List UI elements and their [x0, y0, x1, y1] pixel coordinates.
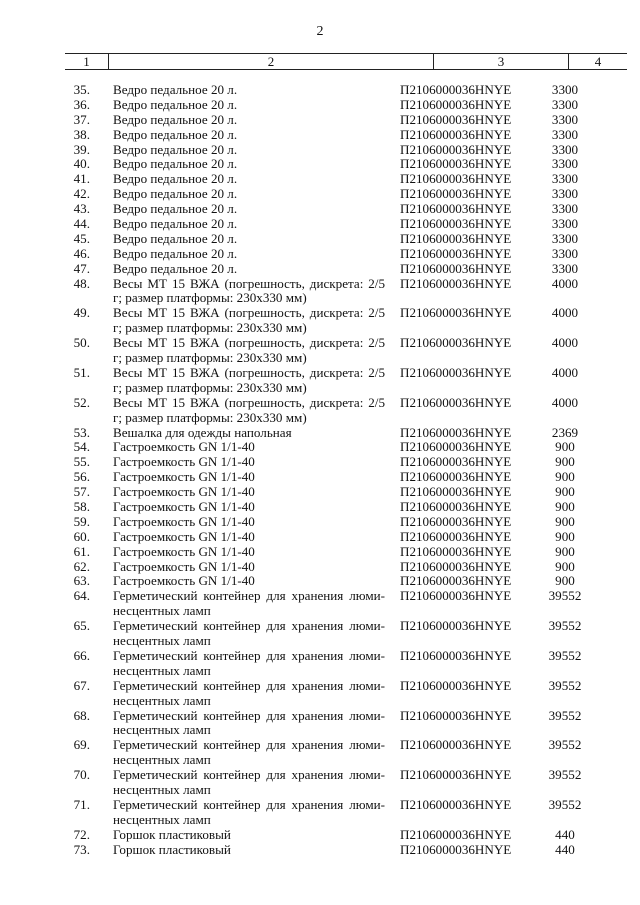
item-amount: 900: [555, 499, 575, 515]
table-row: [0, 649, 640, 679]
item-amount: 900: [555, 454, 575, 470]
item-name: Гастроемкость GN 1/1-40: [113, 469, 255, 485]
item-code: П2106000036HNYE: [400, 111, 512, 127]
item-code: П2106000036HNYE: [400, 454, 512, 470]
item-name: Весы МТ 15 ВЖА (погрешность, дискрета: 2/5 г; размер платформы: 230x330 мм): [113, 275, 385, 306]
item-amount: 39552: [548, 707, 582, 723]
item-code: П2106000036HNYE: [400, 82, 512, 97]
table-row: [0, 530, 640, 545]
item-code: П2106000036HNYE: [400, 528, 512, 544]
row-number: 45.: [73, 230, 90, 246]
item-amount: 3300: [551, 216, 579, 232]
item-name: Ведро педальное 20 л.: [113, 111, 238, 127]
item-code: П2106000036HNYE: [400, 647, 512, 663]
item-code: П2106000036HNYE: [400, 484, 512, 500]
row-number: 59.: [73, 513, 90, 529]
item-name: Гастроемкость GN 1/1-40: [113, 439, 255, 455]
item-code: П2106000036HNYE: [400, 126, 512, 142]
page-number: 2: [316, 24, 324, 39]
table-row: [0, 113, 640, 128]
table-row: [0, 426, 640, 441]
item-amount: 900: [555, 469, 575, 485]
item-code: П2106000036HNYE: [400, 573, 512, 589]
item-code: П2106000036HNYE: [400, 737, 512, 753]
item-name: Герметический контейнер для хранения люми-несцентных ламп: [113, 796, 385, 827]
item-name: Ведро педальное 20 л.: [113, 245, 238, 261]
item-amount: 39552: [548, 737, 582, 753]
item-name: Гастроемкость GN 1/1-40: [113, 558, 255, 574]
table-row: [0, 306, 640, 336]
item-code: П2106000036HNYE: [400, 96, 512, 112]
table-row: [0, 574, 640, 589]
item-name: Ведро педальное 20 л.: [113, 141, 238, 157]
row-number: 69.: [73, 737, 90, 753]
table-row: [0, 709, 640, 739]
item-amount: 3300: [551, 171, 579, 187]
item-amount: 3300: [551, 96, 579, 112]
item-name: Герметический контейнер для хранения люми-несцентных ламп: [113, 618, 385, 649]
item-name: Гастроемкость GN 1/1-40: [113, 499, 255, 515]
item-name: Горшок пластиковый: [113, 826, 231, 842]
item-amount: 39552: [548, 618, 582, 634]
item-code: П2106000036HNYE: [400, 677, 512, 693]
item-name: Герметический контейнер для хранения люми-несцентных ламп: [113, 677, 385, 708]
item-code: П2106000036HNYE: [400, 186, 512, 202]
item-amount: 39552: [548, 647, 582, 663]
row-number: 48.: [73, 275, 90, 291]
item-name: Гастроемкость GN 1/1-40: [113, 573, 255, 589]
table-row: [0, 202, 640, 217]
item-code: П2106000036HNYE: [400, 394, 512, 410]
row-number: 53.: [73, 424, 90, 440]
item-amount: 900: [555, 573, 575, 589]
item-name: Гастроемкость GN 1/1-40: [113, 484, 255, 500]
item-code: П2106000036HNYE: [400, 513, 512, 529]
item-name: Герметический контейнер для хранения люми-несцентных ламп: [113, 737, 385, 768]
row-number: 57.: [73, 484, 90, 500]
item-code: П2106000036HNYE: [400, 439, 512, 455]
item-amount: 3300: [551, 156, 579, 172]
item-code: П2106000036HNYE: [400, 469, 512, 485]
item-amount: 39552: [548, 767, 582, 783]
item-name: Ведро педальное 20 л.: [113, 171, 238, 187]
item-code: П2106000036HNYE: [400, 618, 512, 634]
item-code: П2106000036HNYE: [400, 275, 512, 291]
table-row: [0, 128, 640, 143]
header-col-3: 3: [433, 54, 568, 69]
item-name: Весы МТ 15 ВЖА (погрешность, дискрета: 2/5 г; размер платформы: 230x330 мм): [113, 335, 385, 366]
item-name: Весы МТ 15 ВЖА (погрешность, дискрета: 2/5 г; размер платформы: 230x330 мм): [113, 394, 385, 425]
row-number: 62.: [73, 558, 90, 574]
table-row: [0, 679, 640, 709]
row-number: 71.: [73, 796, 90, 812]
item-amount: 3300: [551, 245, 579, 261]
row-number: 46.: [73, 245, 90, 261]
item-amount: 3300: [551, 260, 579, 276]
row-number: 52.: [73, 394, 90, 410]
row-number: 39.: [73, 141, 90, 157]
item-code: П2106000036HNYE: [400, 499, 512, 515]
item-code: П2106000036HNYE: [400, 543, 512, 559]
item-name: Ведро педальное 20 л.: [113, 156, 238, 172]
item-name: Вешалка для одежды напольная: [113, 424, 292, 440]
row-number: 60.: [73, 528, 90, 544]
item-name: Весы МТ 15 ВЖА (погрешность, дискрета: 2/5 г; размер платформы: 230x330 мм): [113, 364, 385, 395]
row-number: 35.: [73, 82, 90, 97]
table-row: [0, 589, 640, 619]
item-amount: 3300: [551, 201, 579, 217]
item-amount: 2369: [551, 424, 579, 440]
row-number: 41.: [73, 171, 90, 187]
table-row: [0, 485, 640, 500]
row-number: 64.: [73, 588, 90, 604]
row-number: 47.: [73, 260, 90, 276]
item-amount: 4000: [551, 275, 579, 291]
row-number: 58.: [73, 499, 90, 515]
item-name: Гастроемкость GN 1/1-40: [113, 454, 255, 470]
table-row: [0, 455, 640, 470]
item-name: Ведро педальное 20 л.: [113, 260, 238, 276]
item-name: Ведро педальное 20 л.: [113, 82, 238, 97]
table-body: [0, 83, 640, 858]
item-code: П2106000036HNYE: [400, 826, 512, 842]
item-code: П2106000036HNYE: [400, 841, 512, 857]
table-row: [0, 277, 640, 307]
row-number: 61.: [73, 543, 90, 559]
item-code: П2106000036HNYE: [400, 245, 512, 261]
item-amount: 440: [555, 841, 575, 857]
row-number: 51.: [73, 364, 90, 380]
row-number: 40.: [73, 156, 90, 172]
header-col-4: 4: [568, 54, 627, 69]
item-code: П2106000036HNYE: [400, 364, 512, 380]
row-number: 66.: [73, 647, 90, 663]
item-code: П2106000036HNYE: [400, 796, 512, 812]
table-row: [0, 828, 640, 843]
item-amount: 4000: [551, 335, 579, 351]
item-name: Ведро педальное 20 л.: [113, 216, 238, 232]
item-amount: 900: [555, 558, 575, 574]
table-row: [0, 157, 640, 172]
table-row: [0, 500, 640, 515]
table-row: [0, 187, 640, 202]
item-amount: 39552: [548, 796, 582, 812]
item-name: Гастроемкость GN 1/1-40: [113, 528, 255, 544]
table-row: [0, 515, 640, 530]
table-row: [0, 560, 640, 575]
item-name: Горшок пластиковый: [113, 841, 231, 857]
item-amount: 4000: [551, 305, 579, 321]
item-amount: 3300: [551, 111, 579, 127]
row-number: 49.: [73, 305, 90, 321]
item-code: П2106000036HNYE: [400, 141, 512, 157]
table-header: [65, 53, 627, 70]
row-number: 44.: [73, 216, 90, 232]
item-name: Гастроемкость GN 1/1-40: [113, 543, 255, 559]
item-amount: 900: [555, 513, 575, 529]
item-amount: 900: [555, 528, 575, 544]
row-number: 63.: [73, 573, 90, 589]
row-number: 42.: [73, 186, 90, 202]
item-name: Ведро педальное 20 л.: [113, 96, 238, 112]
item-amount: 39552: [548, 677, 582, 693]
row-number: 37.: [73, 111, 90, 127]
item-code: П2106000036HNYE: [400, 156, 512, 172]
item-code: П2106000036HNYE: [400, 588, 512, 604]
item-amount: 3300: [551, 82, 579, 97]
item-code: П2106000036HNYE: [400, 201, 512, 217]
table-row: [0, 396, 640, 426]
item-code: П2106000036HNYE: [400, 216, 512, 232]
item-code: П2106000036HNYE: [400, 260, 512, 276]
table-row: [0, 545, 640, 560]
table-row: [0, 217, 640, 232]
row-number: 54.: [73, 439, 90, 455]
header-col-1: 1: [83, 54, 90, 69]
item-amount: 39552: [548, 588, 582, 604]
item-code: П2106000036HNYE: [400, 171, 512, 187]
table-row: [0, 98, 640, 113]
item-amount: 900: [555, 484, 575, 500]
row-number: 67.: [73, 677, 90, 693]
item-name: Весы МТ 15 ВЖА (погрешность, дискрета: 2/5 г; размер платформы: 230x330 мм): [113, 305, 385, 336]
row-number: 65.: [73, 618, 90, 634]
item-amount: 3300: [551, 230, 579, 246]
table-row: [0, 336, 640, 366]
row-number: 73.: [73, 841, 90, 857]
row-number: 36.: [73, 96, 90, 112]
item-code: П2106000036HNYE: [400, 230, 512, 246]
item-amount: 900: [555, 543, 575, 559]
item-name: Герметический контейнер для хранения люми-несцентных ламп: [113, 767, 385, 798]
table-row: [0, 470, 640, 485]
table-row: [0, 247, 640, 262]
item-amount: 4000: [551, 364, 579, 380]
table-row: [0, 232, 640, 247]
item-amount: 900: [555, 439, 575, 455]
item-code: П2106000036HNYE: [400, 424, 512, 440]
table-row: [0, 440, 640, 455]
table-row: [0, 172, 640, 187]
row-number: 55.: [73, 454, 90, 470]
item-code: П2106000036HNYE: [400, 767, 512, 783]
row-number: 56.: [73, 469, 90, 485]
row-number: 43.: [73, 201, 90, 217]
row-number: 72.: [73, 826, 90, 842]
table-row: [0, 83, 640, 98]
item-name: Ведро педальное 20 л.: [113, 230, 238, 246]
table-row: [0, 843, 640, 858]
table-row: [0, 143, 640, 158]
table-row: [0, 366, 640, 396]
table-row: [0, 619, 640, 649]
item-name: Гастроемкость GN 1/1-40: [113, 513, 255, 529]
item-code: П2106000036HNYE: [400, 558, 512, 574]
table-row: [0, 738, 640, 768]
table-row: [0, 768, 640, 798]
item-name: Ведро педальное 20 л.: [113, 186, 238, 202]
item-code: П2106000036HNYE: [400, 707, 512, 723]
item-amount: 440: [555, 826, 575, 842]
row-number: 38.: [73, 126, 90, 142]
table-row: [0, 798, 640, 828]
item-code: П2106000036HNYE: [400, 305, 512, 321]
item-amount: 3300: [551, 126, 579, 142]
item-name: Ведро педальное 20 л.: [113, 201, 238, 217]
table-row: [0, 262, 640, 277]
item-amount: 3300: [551, 186, 579, 202]
item-name: Герметический контейнер для хранения люми-несцентных ламп: [113, 707, 385, 738]
header-col-2: 2: [108, 54, 433, 69]
item-name: Герметический контейнер для хранения люми-несцентных ламп: [113, 588, 385, 619]
item-name: Герметический контейнер для хранения люми-несцентных ламп: [113, 647, 385, 678]
item-code: П2106000036HNYE: [400, 335, 512, 351]
item-name: Ведро педальное 20 л.: [113, 126, 238, 142]
item-amount: 4000: [551, 394, 579, 410]
row-number: 68.: [73, 707, 90, 723]
row-number: 70.: [73, 767, 90, 783]
item-amount: 3300: [551, 141, 579, 157]
row-number: 50.: [73, 335, 90, 351]
